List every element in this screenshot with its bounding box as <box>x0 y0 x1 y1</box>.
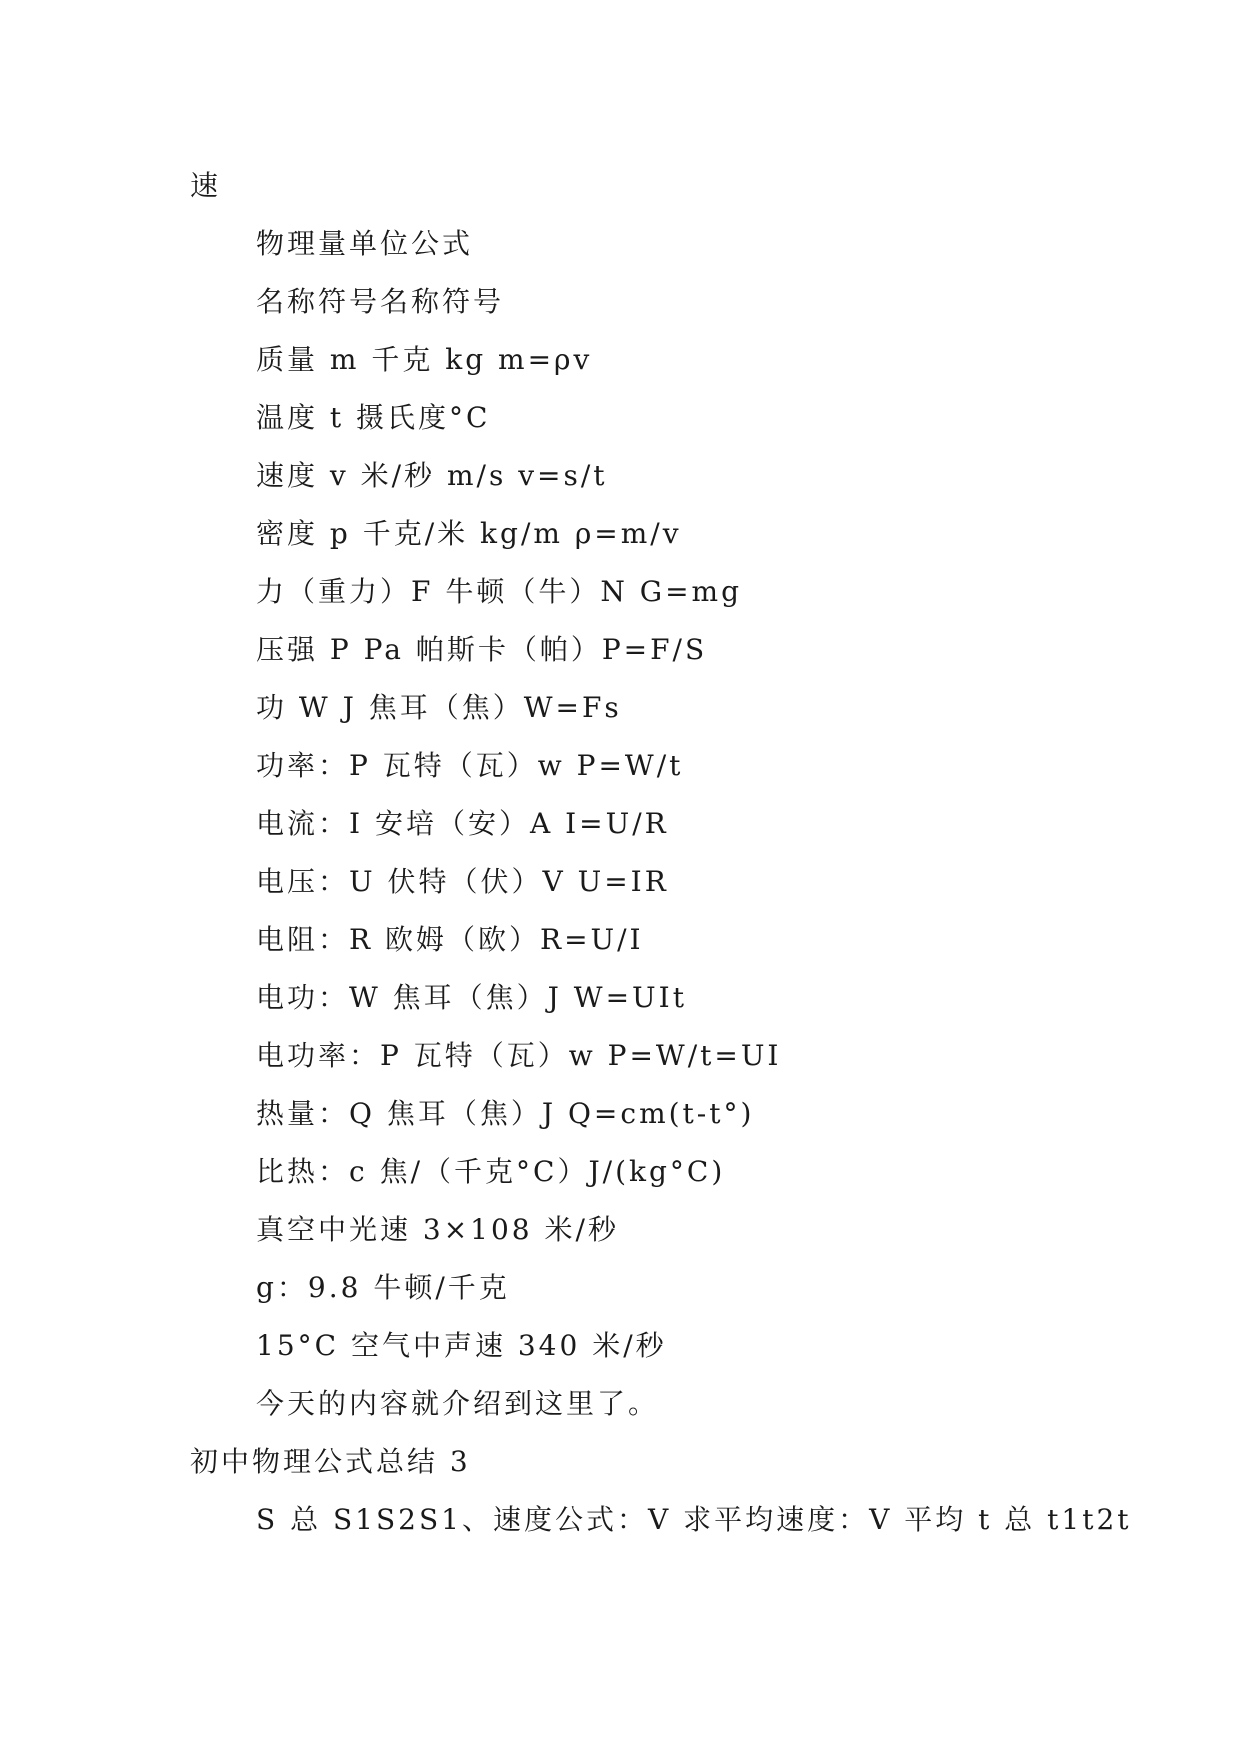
text-line: 名称符号名称符号 <box>256 285 505 318</box>
text-line: 功率：P 瓦特（瓦）w P=W/t <box>256 749 684 782</box>
text-line: 温度 t 摄氏度°C <box>256 401 491 434</box>
text-line: 电功率：P 瓦特（瓦）w P=W/t=UI <box>256 1039 782 1072</box>
text-line: 比热：c 焦/（千克°C）J/(kg°C) <box>256 1155 726 1188</box>
text-line: 电功：W 焦耳（焦）J W=UIt <box>256 981 687 1014</box>
text-line: 电阻：R 欧姆（欧）R=U/I <box>256 923 644 956</box>
text-line: 电压：U 伏特（伏）V U=IR <box>256 865 669 898</box>
text-line: 物理量单位公式 <box>256 227 474 260</box>
text-line: 密度 p 千克/米 kg/m ρ=m/v <box>256 517 682 550</box>
text-line: 今天的内容就介绍到这里了。 <box>256 1387 660 1420</box>
text-line: 电流：I 安培（安）A I=U/R <box>256 807 669 840</box>
text-line: 功 W J 焦耳（焦）W=Fs <box>256 691 622 724</box>
text-line: S 总 S1S2S1、速度公式：V 求平均速度：V 平均 t 总 t1t2t <box>256 1503 1132 1536</box>
text-line: 真空中光速 3×108 米/秒 <box>256 1213 619 1246</box>
text-line: 速度 v 米/秒 m/s v=s/t <box>256 459 608 492</box>
text-line: g：9.8 牛顿/千克 <box>256 1271 510 1304</box>
text-line: 速 <box>190 169 222 202</box>
text-line: 力（重力）F 牛顿（牛）N G=mg <box>256 575 743 608</box>
text-line: 热量：Q 焦耳（焦）J Q=cm(t-t°) <box>256 1097 755 1130</box>
section-heading: 初中物理公式总结 3 <box>190 1445 471 1478</box>
text-line: 压强 P Pa 帕斯卡（帕）P=F/S <box>256 633 708 666</box>
text-line: 质量 m 千克 kg m=ρv <box>256 343 593 376</box>
text-line: 15°C 空气中声速 340 米/秒 <box>256 1329 667 1362</box>
